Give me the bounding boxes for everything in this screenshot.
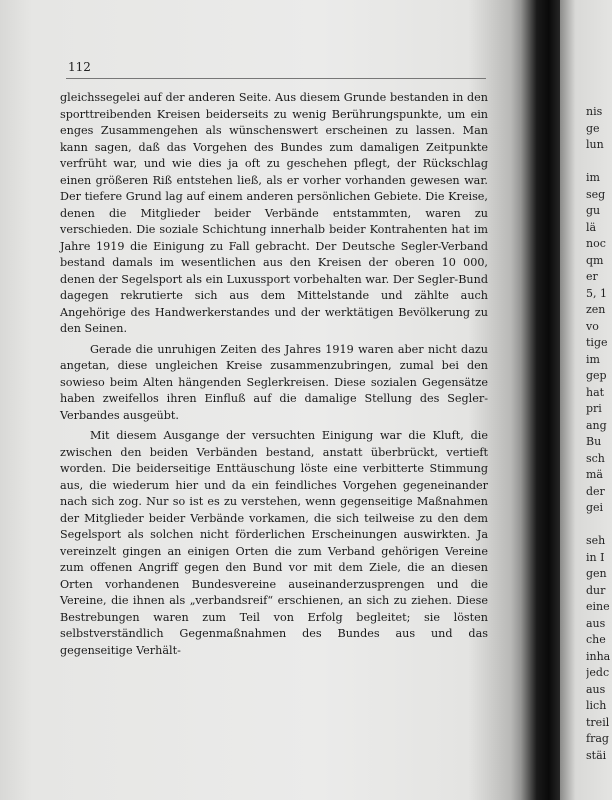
- fragment-line: eine: [586, 600, 610, 613]
- fragment-line: zen: [586, 303, 606, 316]
- fragment-line: jedc: [586, 666, 610, 679]
- fragment-line: lun: [586, 138, 604, 151]
- fragment-line: ang: [586, 418, 607, 432]
- fragment-line: inha: [586, 649, 611, 663]
- fragment-line: dur: [586, 583, 606, 597]
- next-page-fragments: [586, 104, 612, 764]
- fragment-line: noc: [586, 237, 606, 250]
- fragment-line: gu: [586, 204, 601, 217]
- fragment-line: qm: [586, 253, 604, 267]
- fragment-line: stäi: [586, 748, 607, 762]
- fragment-line: seg: [586, 187, 606, 201]
- fragment-line: der: [586, 484, 605, 498]
- paragraph-2: Gerade die unruhigen Zeiten des Jahres 1919 waren aber nicht dazu angetan, diese ungleichen Kreise zusammenzubringen, zumal bei den sowieso beim Alten hängenden Seglerkreisen. Diese sozialen Gegensätze haben zweifellos ihren Einfluß auf die damalige Stellung des Segler-Verbandes ausgeübt.: [60, 342, 488, 422]
- fragment-line: er: [586, 270, 598, 283]
- fragment-line: im: [586, 352, 600, 366]
- paragraph-3: Mit diesem Ausgange der versuchten Einigung war die Kluft, die zwischen den beiden Verbänden bestand, anstatt überbrückt, vertieft worden. Die beiderseitige Enttäuschung löste eine verbitterte Stimmung aus, die wiederum hier und da ein feindliches Vorgehen gegeneinander nach sich zog. Nur so ist es zu verstehen, wenn gegenseitige Maßnahmen der Mitglieder beider Verbände vorkamen, die sich teilweise zu den dem Segelsport als solchen nicht förderlichen Erscheinungen auswirkten. Ja vereinzelt gingen an einigen Orten die zum Verband gehörigen Vereine zum offenen Angriff gegen den Bund vor mit dem Ziele, die an diesen Orten vorhandenen Bundesvereine auseinanderzusprengen und die Vereine, die ihnen als „verbandsreif“ erschienen, an sich zu ziehen. Diese Bestrebungen waren zum Teil von Erfolg begleitet; sie lösten selbstverständlich Gegenmaßnahmen des Bundes aus und das gegenseitige Verhält-: [60, 429, 488, 657]
- fragment-line: in I: [586, 550, 605, 564]
- fragment-line: [586, 154, 612, 171]
- fragment-line: treil: [586, 715, 610, 729]
- fragment-line: im: [586, 171, 600, 184]
- fragment-line: mä: [586, 468, 603, 481]
- fragment-line: tige: [586, 336, 608, 349]
- fragment-line: aus: [586, 682, 606, 696]
- fragment-line: gei: [586, 501, 604, 514]
- fragment-line: lä: [586, 220, 597, 234]
- fragment-line: che: [586, 633, 606, 646]
- fragment-line: frag: [586, 732, 609, 745]
- fragment-line: gep: [586, 369, 607, 382]
- fragment-line: pri: [586, 402, 602, 415]
- paragraph-1: gleichssegelei auf der anderen Seite. Aus diesem Grunde bestanden in den sporttreibenden Kreisen beiderseits zu wenig Berührungspunkte, um ein enges Zusammengehen als wünschenswert erscheinen zu lassen. Man kann sagen, daß das Vorgehen des Bundes zum damaligen Zeitpunkte verfrüht war, und wie dies ja oft zu geschehen pflegt, der Rückschlag einen größeren Riß entstehen ließ, als er vorher vorhanden gewesen war. Der tiefere Grund lag auf einem anderen persönlichen Gebiete. Die Kreise, denen die Mitglieder beider Verbände entstammten, waren zu verschieden. Die soziale Schichtung innerhalb beider Kontrahenten hat im Jahre 1919 die Einigung zu Fall gebracht. Der Deutsche Segler-Verband bestand damals im wesentlichen aus den Kreisen der oberen 10 000, denen der Segelsport als ein Luxussport vorbehalten war. Der Segler-Bund dagegen rekrutierte sich aus dem Mittelstande und zählte auch Angehörige des Handwerkerstandes und der werktätigen Bevölkerung zu den Seinen.: [60, 91, 488, 335]
- fragment-line: [586, 517, 612, 534]
- fragment-line: 5, 1: [586, 286, 607, 300]
- fragment-line: Bu: [586, 435, 602, 448]
- page-number: 112: [68, 60, 91, 74]
- fragment-line: nis: [586, 105, 603, 118]
- fragment-line: lich: [586, 699, 607, 712]
- fragment-line: ge: [586, 121, 600, 135]
- body-text: [60, 90, 488, 663]
- header-rule: [66, 78, 486, 79]
- fragment-line: seh: [586, 534, 606, 547]
- fragment-line: aus: [586, 616, 606, 630]
- fragment-line: sch: [586, 451, 605, 465]
- fragment-line: vo: [586, 319, 599, 333]
- fragment-line: hat: [586, 385, 605, 399]
- fragment-line: gen: [586, 567, 607, 580]
